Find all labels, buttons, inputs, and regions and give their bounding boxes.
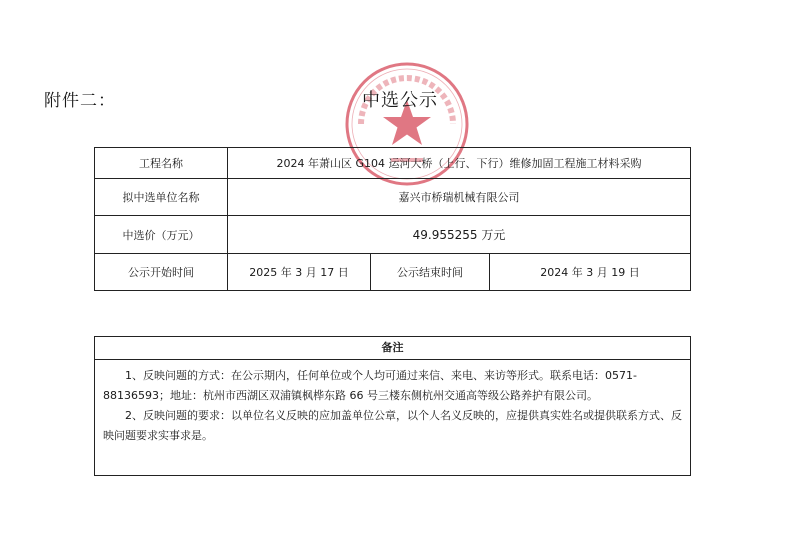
price-value: 49.955255 万元 [228, 216, 691, 254]
project-name-label: 工程名称 [95, 148, 228, 179]
notes-body [95, 360, 690, 446]
end-time-value: 2024 年 3 月 19 日 [490, 254, 691, 291]
notes-item-1: 1、反映问题的方式：在公示期内，任何单位或个人均可通过来信、来电、来访等形式。联系电话：0571-88136593；地址：杭州市西湖区双浦镇枫桦东路 66 号三楼东侧杭州交通高等级公路养护有限公司。 [103, 369, 637, 402]
table-row [95, 254, 691, 291]
project-name-value: 2024 年萧山区 G104 运河大桥（上行、下行）维修加固工程施工材料采购 [228, 148, 691, 179]
page-title: 中选公示 [362, 90, 438, 111]
unit-name-value: 嘉兴市桥瑞机械有限公司 [228, 179, 691, 216]
unit-name-label: 拟中选单位名称 [95, 179, 228, 216]
price-label: 中选价（万元） [95, 216, 228, 254]
notes-item-2: 2、反映问题的要求：以单位名义反映的应加盖单位公章，以个人名义反映的，应提供真实姓名或提供联系方式、反映问题要求实事求是。 [103, 409, 682, 442]
info-table [94, 147, 691, 291]
table-row [95, 179, 691, 216]
notes-header: 备注 [95, 337, 690, 360]
end-time-label: 公示结束时间 [371, 254, 490, 291]
table-row [95, 216, 691, 254]
start-time-value: 2025 年 3 月 17 日 [228, 254, 371, 291]
notes-box [94, 336, 691, 476]
start-time-label: 公示开始时间 [95, 254, 228, 291]
attachment-label: 附件二： [44, 91, 116, 111]
table-row [95, 148, 691, 179]
